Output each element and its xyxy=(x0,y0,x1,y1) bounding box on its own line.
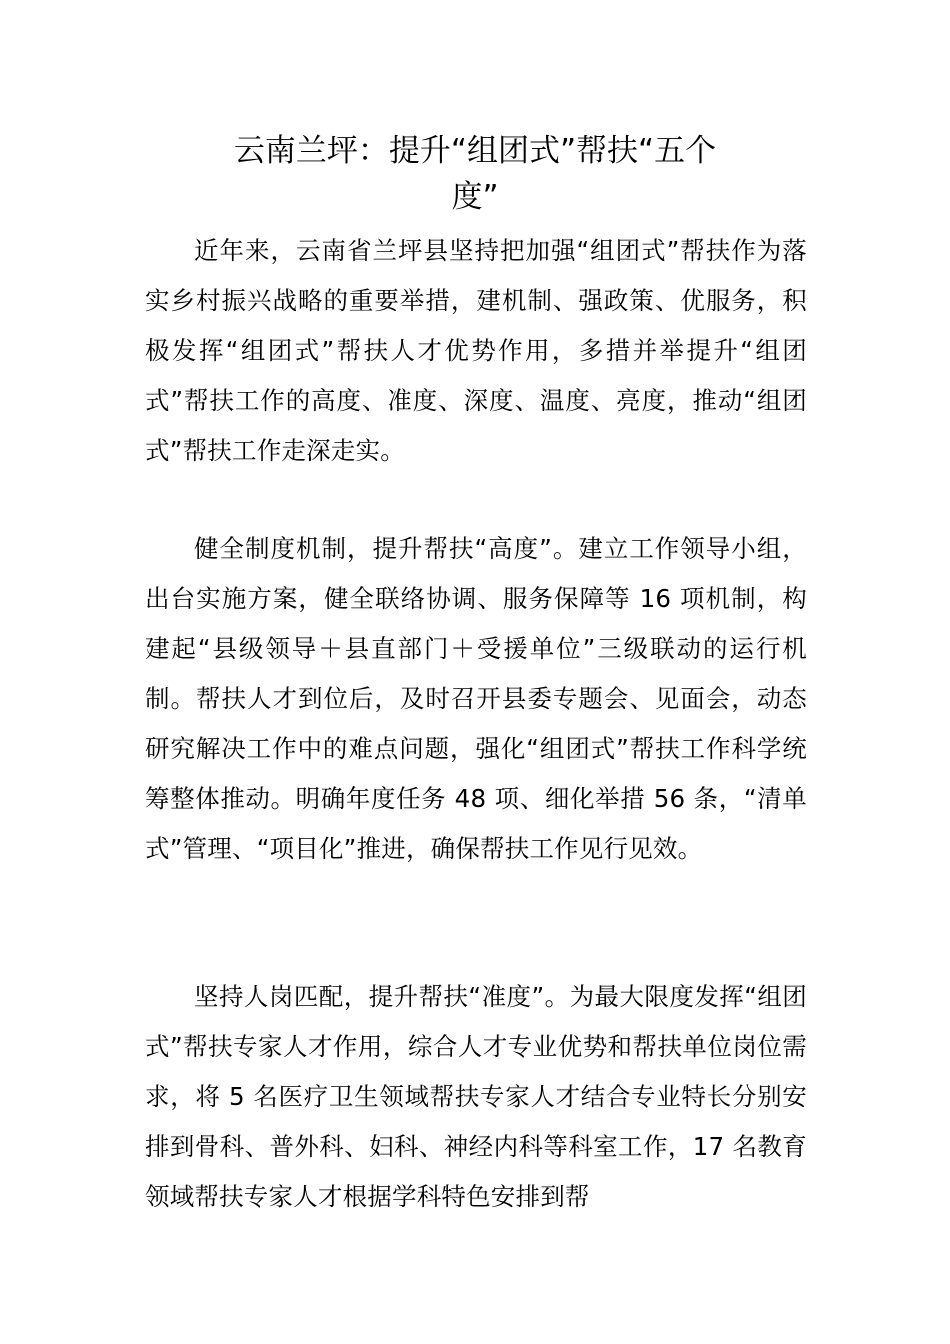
paragraph-mechanism: 健全制度机制，提升帮扶“高度”。建立工作领导小组，出台实施方案，健全联络协调、服务保障等 16 项机制，构建起“县级领导＋县直部门＋受援单位”三级联动的运行机制。帮扶人才到位后，及时召开县委专题会、见面会，动态研究解决工作中的难点问题，强化“组团式”帮扶工作科学统筹整体推动。明确年度任务 48 项、细化举措 56 条，“清单式”管理、“项目化”推进，确保帮扶工作见行见效。 xyxy=(145,534,807,863)
title-line-1: 云南兰坪：提升“组团式”帮扶“五个 xyxy=(233,133,717,169)
document-title xyxy=(145,128,805,220)
title-line-2: 度” xyxy=(451,179,499,215)
paragraph-matching: 坚持人岗匹配，提升帮扶“准度”。为最大限度发挥“组团式”帮扶专家人才作用，综合人才专业优势和帮扶单位岗位需求，将 5 名医疗卫生领域帮扶专家人才结合专业特长分别安排到骨科、普外科、妇科、神经内科等科室工作，17 名教育领域帮扶专家人才根据学科特色安排到帮 xyxy=(145,982,807,1211)
paragraph-intro: 近年来，云南省兰坪县坚持把加强“组团式”帮扶作为落实乡村振兴战略的重要举措，建机制、强政策、优服务，积极发挥“组团式”帮扶人才优势作用，多措并举提升“组团式”帮扶工作的高度、准度、深度、温度、亮度，推动“组团式”帮扶工作走深走实。 xyxy=(145,236,807,465)
